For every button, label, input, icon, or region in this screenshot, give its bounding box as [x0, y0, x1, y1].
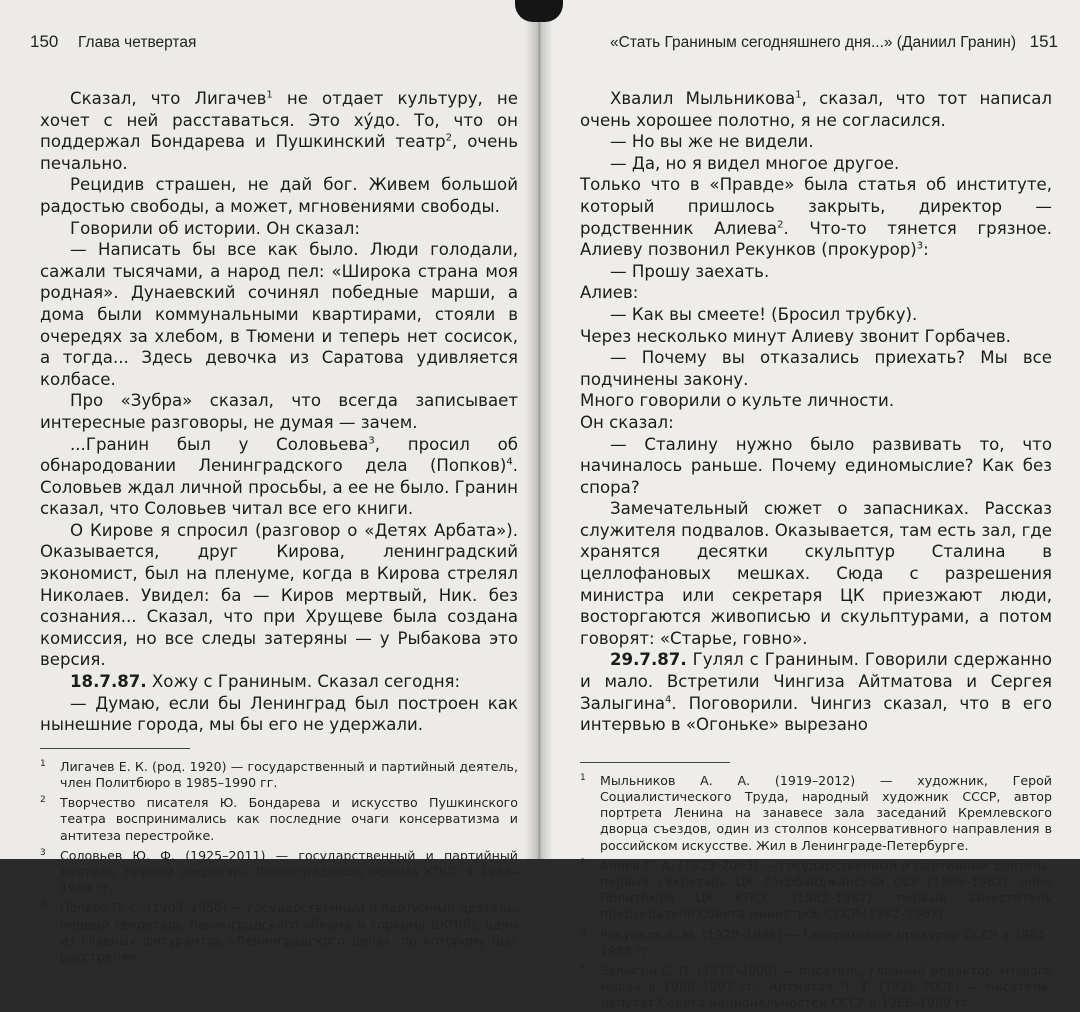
- paragraph: [580, 347, 1052, 390]
- footnote: [40, 848, 518, 897]
- right-header: [580, 32, 1058, 64]
- footnote-ref: 4: [506, 456, 513, 468]
- paragraph: [40, 520, 518, 671]
- paragraph: [580, 326, 1052, 348]
- paragraph: [40, 239, 518, 390]
- footnote-text: Попков П. С. (1903–1950) — государственный и партийный деятель, первый секретарь Ленинградского обкома и горкома ВКП(б), один из главных фигурантов «Ленинградского дела», по которому был расстрелян.: [60, 900, 518, 965]
- footnote: [580, 773, 1052, 854]
- paragraph-text: — Почему вы отказались приехать? Мы все подчинены закону.: [580, 348, 1052, 389]
- paragraph-text: ...Гранин был у Соловьева: [70, 434, 369, 454]
- paragraph-text: Только что в «Правде» была статья об институте, который пришлось закрыть, директор — родственник Алиева: [580, 175, 1052, 238]
- paragraph: [580, 88, 1052, 131]
- paragraph: [580, 153, 1052, 175]
- right-body-text: [580, 88, 1052, 736]
- paragraph-text: Говорили об истории. Он сказал:: [70, 218, 360, 238]
- left-body-text: [40, 88, 518, 736]
- paragraph-text: — Думаю, если бы Ленинград был построен как нынешние города, мы бы его не удержали.: [40, 693, 518, 735]
- footnote: [580, 963, 1052, 1012]
- paragraph-text: Сказал, что Лигачев: [70, 89, 267, 108]
- right-footnote-rule: [580, 762, 730, 763]
- paragraph-text: :: [923, 240, 929, 260]
- book-gutter-shadow: [525, 0, 553, 859]
- paragraph-text: — Прошу заехать.: [610, 261, 770, 281]
- paragraph: [40, 693, 518, 736]
- paragraph: [580, 434, 1052, 499]
- paragraph: [40, 434, 518, 520]
- paragraph: [580, 412, 1052, 434]
- paragraph-text: Хожу с Граниным. Сказал сегодня:: [146, 672, 461, 692]
- footnote-ref: 2: [777, 219, 784, 231]
- footnote-text: Лигачев Е. К. (род. 1920) — государственный и партийный деятель, член Политбюро в 1985–1990 гг.: [60, 758, 518, 791]
- entry-date: 18.7.87.: [70, 672, 147, 692]
- left-footnotes: [40, 759, 518, 965]
- footnote-text: Соловьев Ю. Ф. (1925–2011) — государственный и партийный деятель, первый секретарь Ленинградского обкома КПСС в 1985–1989 гг.: [60, 847, 518, 896]
- paragraph-text: О Кирове я спросил (разговор о «Детях Арбата»). Оказывается, друг Кирова, ленинградский экономист, был на пленуме, когда в Кирова стрелял Николаев. Увидел: ба — Киров мертвый, Ник. без сознания... Сказал, что при Хрущеве была создана комиссия, но все следы затеряны — у Рыбакова это версия.: [40, 520, 518, 670]
- paragraph-text: , сказал, что тот написал очень хорошее полотно, я не согласился.: [580, 89, 1052, 130]
- paragraph-text: Гулял с Граниным. Говорили сдержанно и мало. Встретили Чингиза Айтматова и Сергея Залыгина: [580, 650, 1052, 713]
- paragraph-text: Рецидив страшен, не дай бог. Живем большой радостью свободы, а может, мгновениями свободы.: [40, 175, 518, 216]
- footnote-ref: 4: [665, 694, 672, 706]
- footnote: [40, 900, 518, 965]
- left-header: [30, 32, 518, 64]
- paragraph-text: , очень печально.: [40, 132, 519, 173]
- footnote-mark: 2: [580, 857, 586, 868]
- footnote-mark: 1: [40, 758, 46, 769]
- footnote: [40, 795, 518, 844]
- footnote-mark: 1: [580, 772, 586, 783]
- paragraph: [40, 671, 518, 693]
- paragraph: [580, 304, 1052, 326]
- right-page-number: 151: [1029, 32, 1058, 51]
- footnote-text: Рекунков А. М. (1920–1996) — Генеральный прокурор СССР в 1981–1988 гг.: [600, 926, 1052, 958]
- paragraph: [580, 649, 1052, 735]
- paragraph-text: — Сталину нужно было развивать то, что начиналось раньше. Почему единомыслие? Как без спора?: [580, 434, 1052, 497]
- entry-date: 29.7.87.: [610, 650, 687, 670]
- footnote-mark: 3: [40, 847, 46, 858]
- right-running-head: «Стать Граниным сегодняшнего дня...» (Даниил Гранин): [610, 34, 1017, 51]
- footnote-ref: 3: [916, 240, 924, 252]
- footnote-ref: 1: [266, 89, 273, 101]
- paragraph: [580, 174, 1052, 260]
- paragraph: [580, 390, 1052, 412]
- footnote: [580, 927, 1052, 959]
- paragraph-text: — Написать бы все как было. Люди голодали, сажали тысячами, а народ пел: «Широка страна моя родная». Дунаевский сочинял победные марши, а дома были коммунальными квартирами, стояли в очередях за хлебом, в Тюмени и теперь нет сосисок, а тогда... Здесь девочка из Саратова удивляется колбасе.: [40, 240, 518, 389]
- paragraph-text: не отдает культуру, не хочет с ней расставаться. Это хýдо. То, что он поддержал Бондарева и Пушкинский театр: [40, 89, 518, 152]
- footnote-mark: 4: [40, 900, 46, 911]
- footnote-ref: 1: [795, 89, 802, 101]
- right-footnotes: [580, 773, 1052, 1012]
- footnote: [580, 858, 1052, 923]
- paragraph: [40, 88, 518, 174]
- footnote-mark: 3: [580, 926, 586, 937]
- paragraph-text: Через несколько минут Алиеву звонит Горбачев.: [580, 326, 1011, 346]
- left-running-head: Глава четвертая: [78, 34, 197, 51]
- footnote-text: Творчество писателя Ю. Бондарева и искусство Пушкинского театра воспринимались как последние очаги консерватизма и антитеза перестройке.: [60, 795, 518, 843]
- paragraph-text: . Что-то тянется грязное. Алиеву позвонил Рекунков (прокурор): [580, 218, 1052, 260]
- paragraph-text: Про «Зубра» сказал, что всегда записывает интересные разговоры, не думая — зачем.: [40, 391, 518, 432]
- footnote-ref: 2: [445, 132, 453, 144]
- left-footnote-rule: [40, 748, 190, 749]
- left-page-number: 150: [30, 32, 59, 51]
- left-page: [0, 0, 540, 965]
- paragraph-text: Хвалил Мыльникова: [610, 89, 796, 108]
- paragraph-text: . Поговорили. Чингиз сказал, что в его интервью в «Огоньке» вырезано: [580, 693, 1052, 735]
- paragraph: [580, 282, 1052, 304]
- footnote-text: Мыльников А. А. (1919–2012) — художник, Герой Социалистического Труда, народный художник СССР, автор портрета Ленина на занавесе зала заседаний Кремлевского дворца съездов, один из столпов консервативного направления в российском искусстве. Жил в Ленинграде-Петербурге.: [600, 772, 1052, 853]
- paragraph-text: Замечательный сюжет о запасниках. Рассказ служителя подвалов. Оказывается, там есть зал, где хранятся десятки скульптур Сталина в целлофановых мешках. Сюда с разрешения министра или секретаря ЦК приезжают люди, восторгаются живописью и скульптурами, а потом говорят: «Старье, говно».: [580, 499, 1052, 648]
- paragraph: [40, 218, 518, 240]
- footnote-ref: 3: [368, 434, 375, 446]
- paragraph: [40, 390, 518, 433]
- paragraph-text: Много говорили о культе личности.: [580, 391, 895, 411]
- footnote: [40, 759, 518, 791]
- paragraph-text: , просил об обнародовании Ленинградского дела (Попков): [40, 434, 518, 476]
- paragraph-text: — Да, но я видел многое другое.: [610, 153, 900, 173]
- footnote-text: Алиев Г. А. (1923–2003) — государственный и партийный деятель, первый секретарь ЦК Азербайджанской ССР (1969–1982), член Политбюро ЦК КПСС (1982–1987), первый заместитель председателя Совета министров СССР (1982–1987).: [600, 857, 1052, 922]
- footnote-text: Залыгин С. П. (1913–2000) — писатель, главный редактор «Нового мира» в 1986–1997 гг.; Айтматов Ч. Т. (1928–2008) — писатель, депутат Совета национальностей СССР в 1966–1989 гг.: [600, 963, 1052, 1011]
- paragraph: [580, 131, 1052, 153]
- paragraph-text: Алиев:: [580, 283, 639, 303]
- paragraph-text: — Как вы смеете! (Бросил трубку).: [610, 304, 918, 324]
- right-page: [540, 0, 1080, 1011]
- footnote-mark: 4: [580, 963, 586, 974]
- paragraph: [40, 174, 518, 217]
- paragraph: [580, 261, 1052, 283]
- paragraph: [580, 498, 1052, 649]
- paragraph-text: . Соловьев ждал личной просьбы, а ее не было. Гранин сказал, что Соловьев читал все его книги.: [40, 456, 518, 519]
- footnote-mark: 2: [40, 795, 46, 806]
- paragraph-text: — Но вы же не видели.: [610, 132, 814, 152]
- paragraph-text: Он сказал:: [580, 412, 674, 432]
